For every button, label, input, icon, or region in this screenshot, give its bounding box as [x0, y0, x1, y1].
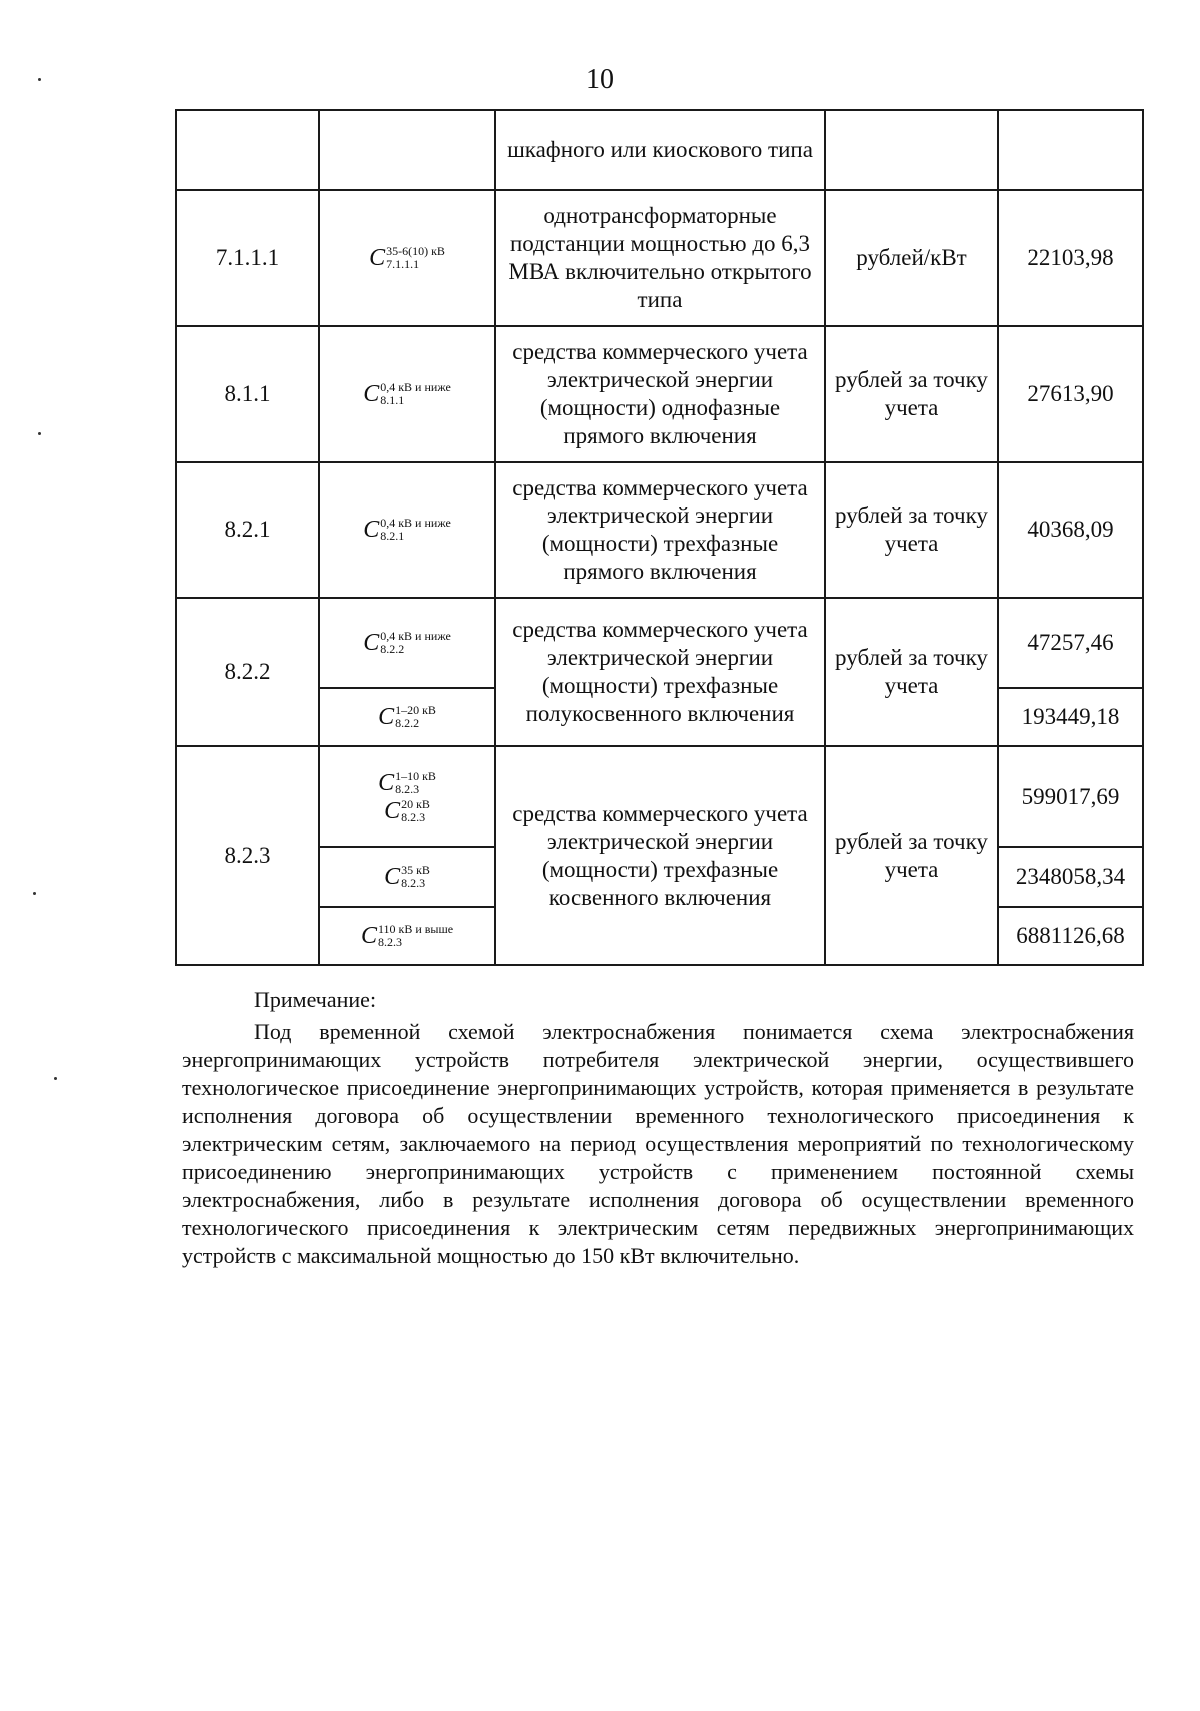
row-unit: рублей/кВт: [825, 190, 998, 326]
row-symbol: [319, 326, 495, 462]
tariff-table: [175, 109, 1144, 966]
tariff-symbol: C 35 кВ 8.2.3: [384, 863, 430, 890]
row-unit: рублей за точку учета: [825, 598, 998, 746]
tariff-symbol: C 20 кВ 8.2.3: [384, 796, 430, 824]
row-description: средства коммерческого учета электрической энергии (мощности) трехфазные косвенного включения: [495, 746, 825, 965]
table-row: [176, 190, 1143, 326]
row-symbol: [319, 746, 495, 847]
page-number: 10: [586, 64, 614, 95]
tariff-symbol: C 0,4 кВ и ниже 8.2.1: [363, 516, 451, 543]
row-description: средства коммерческого учета электрической энергии (мощности) трехфазные полукосвенного включения: [495, 598, 825, 746]
row-symbol: [319, 907, 495, 965]
table-row: [176, 326, 1143, 462]
row-value: 40368,09: [998, 462, 1143, 598]
note-text: Под временной схемой электроснабжения понимается схема электроснабжения энергопринимающих устройств потребителя электрической энергии, осуществившего технологическое присоединение энергопринимающих устройств, которая применяется в результате исполнения договора об осуществлении временного технологического присоединения к электрическим сетям, заключаемого на период осуществления мероприятий по технологическому присоединению энергопринимающих устройств с применением постоянной схемы электроснабжения, либо в результате исполнения договора об осуществлении временного технологического присоединения к электрическим сетям передвижных энергопринимающих устройств с максимальной мощностью до 150 кВт включительно.: [182, 1019, 1134, 1268]
row-code: 8.2.3: [176, 746, 319, 965]
row-code: 8.2.1: [176, 462, 319, 598]
row-value: 22103,98: [998, 190, 1143, 326]
row-description: средства коммерческого учета электрической энергии (мощности) трехфазные прямого включения: [495, 462, 825, 598]
row-code: 8.1.1: [176, 326, 319, 462]
row-description: шкафного или киоскового типа: [495, 110, 825, 190]
row-value: [998, 110, 1143, 190]
row-code: 8.2.2: [176, 598, 319, 746]
scan-speck: [38, 78, 41, 81]
tariff-symbol: C 35-6(10) кВ 7.1.1.1: [369, 244, 445, 271]
row-unit: рублей за точку учета: [825, 462, 998, 598]
scan-speck: [38, 432, 41, 435]
tariff-symbol: C 0,4 кВ и ниже 8.1.1: [363, 380, 451, 407]
row-symbol: [319, 190, 495, 326]
row-symbol: [319, 110, 495, 190]
note-label: Примечание:: [254, 987, 377, 1012]
row-unit: [825, 110, 998, 190]
table-row: [176, 462, 1143, 598]
table-row: [176, 110, 1143, 190]
row-description: средства коммерческого учета электрической энергии (мощности) однофазные прямого включения: [495, 326, 825, 462]
row-unit: рублей за точку учета: [825, 746, 998, 965]
tariff-symbol: C 0,4 кВ и ниже 8.2.2: [363, 629, 451, 656]
table-row: [176, 598, 1143, 688]
row-value: 599017,69: [998, 746, 1143, 847]
row-value: 6881126,68: [998, 907, 1143, 965]
row-symbol: [319, 847, 495, 907]
tariff-symbol: C 110 кВ и выше 8.2.3: [360, 922, 454, 949]
row-symbol: [319, 462, 495, 598]
row-value: 193449,18: [998, 688, 1143, 746]
row-value: 2348058,34: [998, 847, 1143, 907]
row-code: [176, 110, 319, 190]
scan-speck: [33, 892, 36, 895]
table-row: [176, 746, 1143, 847]
scan-speck: [54, 1077, 57, 1080]
row-value: 47257,46: [998, 598, 1143, 688]
row-symbol: [319, 688, 495, 746]
row-value: 27613,90: [998, 326, 1143, 462]
row-symbol: [319, 598, 495, 688]
row-description: однотрансформаторные подстанции мощностью до 6,3 МВА включительно открытого типа: [495, 190, 825, 326]
row-unit: рублей за точку учета: [825, 326, 998, 462]
row-code: 7.1.1.1: [176, 190, 319, 326]
tariff-symbol: C 1–20 кВ 8.2.2: [378, 703, 436, 730]
tariff-symbol: C 1–10 кВ 8.2.3: [378, 768, 436, 796]
